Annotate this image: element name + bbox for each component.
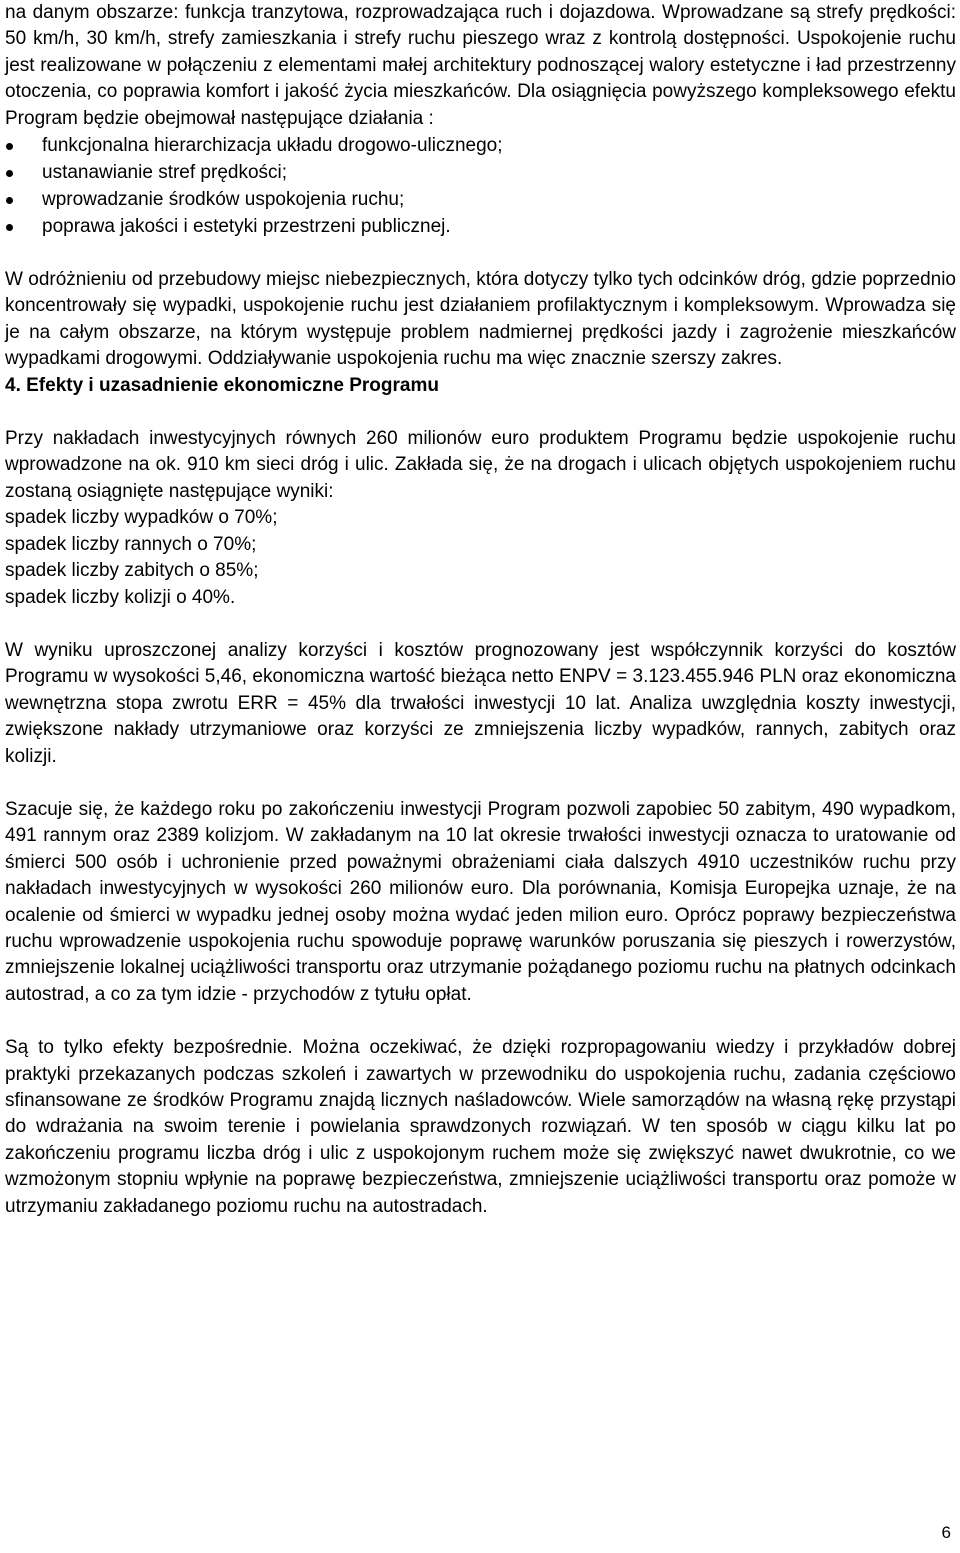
list-item-text: poprawa jakości i estetyki przestrzeni publicznej.: [42, 216, 451, 238]
difference-paragraph: W odróżnieniu od przebudowy miejsc niebezpiecznych, która dotyczy tylko tych odcinków dróg, gdzie poprzednio koncentrowały się wypadki, uspokojenie ruchu jest działaniem profilaktycznym i kompleksowym. Wprowadza się je na całym obszarze, na którym występuje problem nadmiernej prędkości jazdy i zagrożenie mieszkańców wypadkami drogowymi. Oddziaływanie uspokojenia ruchu ma więc znacznie szerszy zakres.: [5, 269, 956, 370]
result-item: spadek liczby wypadków o 70%;: [5, 507, 278, 529]
result-item: spadek liczby zabitych o 85%;: [5, 560, 259, 582]
bullet-icon: [6, 170, 13, 177]
list-item-text: wprowadzanie środków uspokojenia ruchu;: [42, 189, 405, 211]
list-item: [5, 186, 956, 213]
actions-list: [5, 132, 956, 240]
list-item: [5, 132, 956, 159]
investment-paragraph: Przy nakładach inwestycyjnych równych 260 milionów euro produktem Programu będzie uspokojenie ruchu wprowadzone na ok. 910 km sieci dróg i ulic. Zakłada się, że na drogach i ulicach objętych uspokojeniem ruchu zostaną osiągnięte następujące wyniki:: [5, 428, 956, 502]
result-item: spadek liczby kolizji o 40%.: [5, 586, 236, 608]
result-item: spadek liczby rannych o 70%;: [5, 533, 257, 555]
results-list: [5, 505, 956, 611]
list-item-text: funkcjonalna hierarchizacja układu drogowo-ulicznego;: [42, 135, 503, 157]
list-item-text: ustanawianie stref prędkości;: [42, 162, 288, 184]
page-number: 6: [941, 1523, 951, 1542]
bullet-icon: [6, 197, 13, 204]
bullet-icon: [6, 143, 13, 150]
bullet-icon: [6, 224, 13, 231]
list-item: [5, 159, 956, 186]
section-heading: 4. Efekty i uzasadnienie ekonomiczne Programu: [5, 374, 439, 396]
estimate-paragraph: Szacuje się, że każdego roku po zakończeniu inwestycji Program pozwoli zapobiec 50 zabitym, 490 wypadkom, 491 rannym oraz 2389 kolizjom. W zakładanym na 10 lat okresie trwałości inwestycji oznacza to uratowanie od śmierci 500 osób i uchronienie przed poważnymi obrażeniami ciała dalszych 4910 uczestników ruchu przy nakładach inwestycyjnych w wysokości 260 milionów euro. Dla porównania, Komisja Europejka uznaje, że na ocalenie od śmierci w wypadku jednej osoby można wydać jeden milion euro. Oprócz poprawy bezpieczeństwa ruchu wprowadzenie uspokojenia ruchu spowoduje poprawę warunków poruszania się pieszych i rowerzystów, zmniejszenie lokalnej uciążliwości transportu oraz utrzymanie pożądanego poziomu ruchu na płatnych odcinkach autostrad, a co za tym idzie - przychodów z tytułu opłat.: [5, 798, 956, 1005]
document-page: [5, 0, 956, 1220]
analysis-paragraph: W wyniku uproszczonej analizy korzyści i kosztów prognozowany jest współczynnik korzyści do kosztów Programu w wysokości 5,46, ekonomiczna wartość bieżąca netto ENPV = 3.123.455.946 PLN oraz ekonomiczna wewnętrzna stopa zwrotu ERR = 45% dla trwałości inwestycji 10 lat. Analiza uwzględnia koszty inwestycji, zwiększone nakłady utrzymaniowe oraz korzyści ze zmniejszenia liczby wypadków, rannych, zabitych oraz kolizji.: [5, 639, 956, 767]
intro-paragraph: na danym obszarze: funkcja tranzytowa, rozprowadzająca ruch i dojazdowa. Wprowadzane są strefy prędkości: 50 km/h, 30 km/h, strefy zamieszkania i strefy ruchu pieszego wraz z kontrolą dostępności. Uspokojenie ruchu jest realizowane w połączeniu z elementami małej architektury podnoszącej walory estetyczne i ład przestrzenny otoczenia, co poprawia komfort i jakość życia mieszkańców. Dla osiągnięcia powyższego kompleksowego efektu Program będzie obejmował następujące działania :: [5, 2, 956, 129]
direct-effects-paragraph: Są to tylko efekty bezpośrednie. Można oczekiwać, że dzięki rozpropagowaniu wiedzy i przykładów dobrej praktyki przekazanych podczas szkoleń i zawartych w przewodniku do uspokojenia ruchu, zadania częściowo sfinansowane ze środków Programu znajdą licznych naśladowców. Wiele samorządów na własną rękę przystąpi do wdrażania na swoim terenie i powielania sprawdzonych rozwiązań. W ten sposób w ciągu kilku lat po zakończeniu programu liczba dróg i ulic z uspokojonym ruchem może się zwiększyć nawet dwukrotnie, co we wzmożonym stopniu wpłynie na poprawę bezpieczeństwa, zmniejszenie uciążliwości transportu oraz pomoże w utrzymaniu zakładanego poziomu ruchu na autostradach.: [5, 1037, 956, 1217]
list-item: [5, 213, 956, 240]
